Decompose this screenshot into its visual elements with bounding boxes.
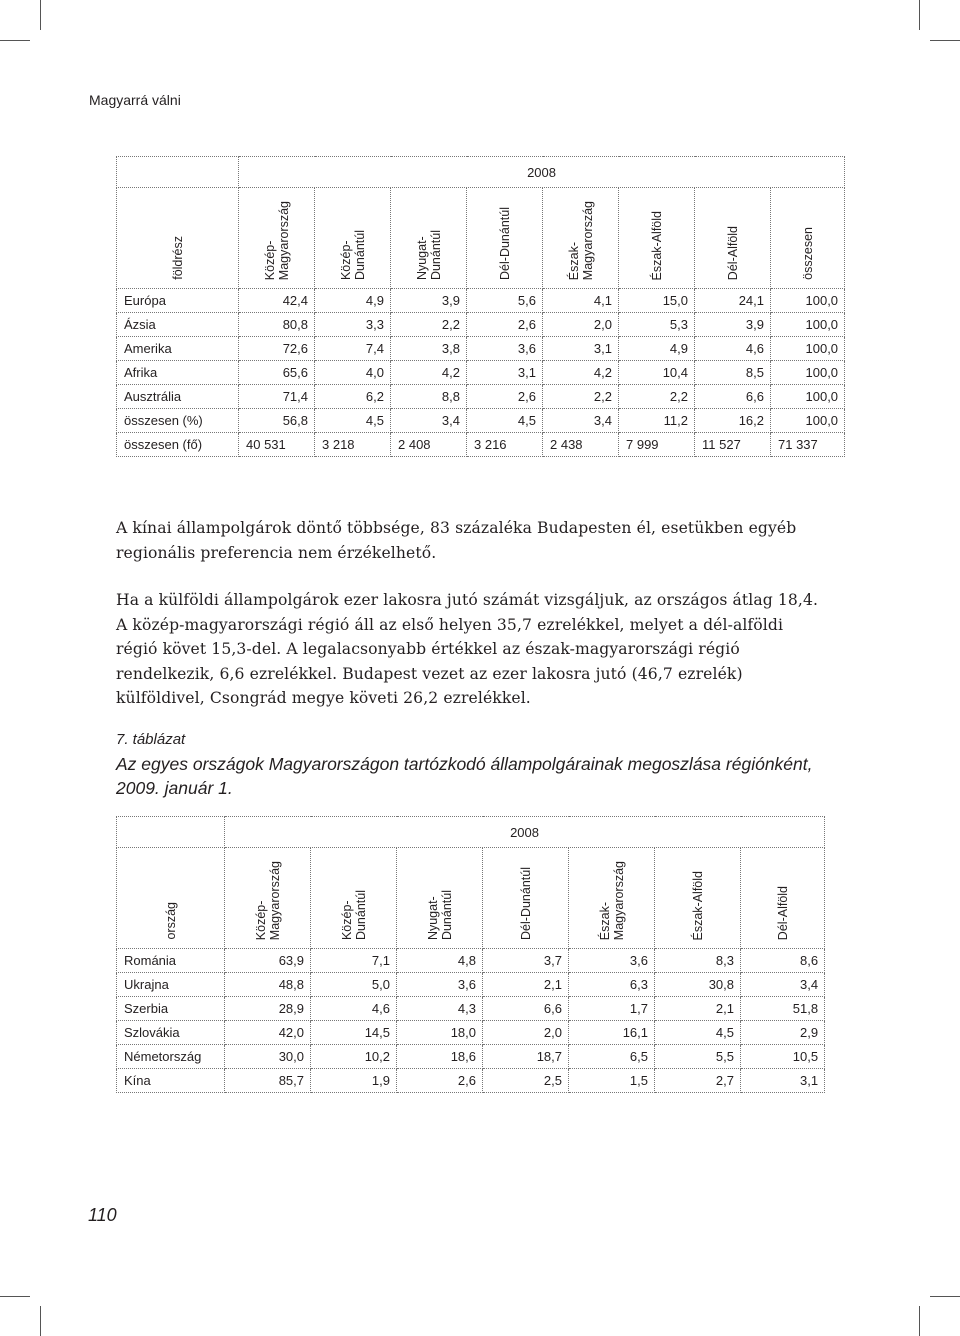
- table-cell: 10,5: [741, 1045, 825, 1069]
- table-cell: 1,5: [569, 1069, 655, 1093]
- table-cell: 42,0: [225, 1021, 311, 1045]
- column-header-label: Nyugat- Dunántúl: [425, 889, 454, 940]
- row-label: Ukrajna: [117, 973, 225, 997]
- table-cell: 48,8: [225, 973, 311, 997]
- row-label: összesen (%): [117, 409, 239, 433]
- column-header: [117, 188, 239, 289]
- column-header: [619, 188, 695, 289]
- row-label: Afrika: [117, 361, 239, 385]
- table-cell: 3,6: [397, 973, 483, 997]
- column-header-row: [117, 848, 825, 949]
- table-cell: 7,4: [315, 337, 391, 361]
- table-row: [117, 433, 845, 457]
- table-cell: 80,8: [239, 313, 315, 337]
- column-header: [695, 188, 771, 289]
- crop-mark: [0, 1296, 30, 1297]
- column-header-label: Közép- Magyarország: [253, 860, 282, 940]
- year-row: [117, 157, 845, 188]
- paragraph-chinese-citizens: A kínai állampolgárok döntő többsége, 83 százaléka Budapesten él, esetükben egyéb regionális preferencia nem érzékelhető.: [116, 519, 797, 562]
- table-cell: 15,0: [619, 289, 695, 313]
- column-header-label: Közép- Dunántúl: [339, 889, 368, 940]
- row-label: Románia: [117, 949, 225, 973]
- table-cell: 3,1: [467, 361, 543, 385]
- column-header-row: [117, 188, 845, 289]
- table-row: [117, 409, 845, 433]
- table-cell: 16,1: [569, 1021, 655, 1045]
- table-cell: 2,6: [467, 313, 543, 337]
- table-row: [117, 973, 825, 997]
- table-cell: 7,1: [311, 949, 397, 973]
- row-label: Szerbia: [117, 997, 225, 1021]
- table-cell: 3,9: [695, 313, 771, 337]
- column-header: [483, 848, 569, 949]
- table-cell: 28,9: [225, 997, 311, 1021]
- crop-mark: [930, 40, 960, 41]
- column-header-label: Észak- Magyarország: [597, 860, 626, 940]
- table-cell: 100,0: [771, 409, 845, 433]
- table-cell: 2,9: [741, 1021, 825, 1045]
- table-row: [117, 1069, 825, 1093]
- table-cell: 1,7: [569, 997, 655, 1021]
- crop-mark: [919, 0, 920, 30]
- table-cell: 56,8: [239, 409, 315, 433]
- table-cell: 5,0: [311, 973, 397, 997]
- column-header: [391, 188, 467, 289]
- table-row: [117, 997, 825, 1021]
- table-cell: 100,0: [771, 289, 845, 313]
- table-cell: 4,6: [695, 337, 771, 361]
- column-header-label: Közép- Magyarország: [262, 200, 291, 280]
- table-cell: 100,0: [771, 337, 845, 361]
- table-cell: 4,2: [543, 361, 619, 385]
- page-number: 110: [88, 1205, 117, 1225]
- crop-mark: [40, 0, 41, 30]
- column-header-label: Észak-Alföld: [690, 870, 705, 940]
- table-row: [117, 1021, 825, 1045]
- table-cell: 2,0: [543, 313, 619, 337]
- table-cell: 4,0: [315, 361, 391, 385]
- table-row: [117, 949, 825, 973]
- table-cell: 6,6: [695, 385, 771, 409]
- table-cell: 100,0: [771, 385, 845, 409]
- row-label: Ázsia: [117, 313, 239, 337]
- table-cell: 3 216: [467, 433, 543, 457]
- table-row: [117, 289, 845, 313]
- column-header-label: földrész: [170, 236, 185, 280]
- table-cell: 8,6: [741, 949, 825, 973]
- table-cell: 63,9: [225, 949, 311, 973]
- table-cell: 3,4: [543, 409, 619, 433]
- table-cell: 42,4: [239, 289, 315, 313]
- table-cell: 85,7: [225, 1069, 311, 1093]
- paragraph-per-thousand: Ha a külföldi állampolgárok ezer lakosra jutó számát vizsgáljuk, az országos átlag 18,4. A közép-magyarországi régió áll az első helyen 35,7 ezrelékkel, melyet a dél-alföldi régió követ 15,3-del. A legalacsonyabb értékkel az észak-magyarországi régió rendelkezik, 6,6 ezrelékkel. Budapest vezet az ezer lakosra jutó (46,7 ezrelék) külföldivel, Csongrád megye követi 26,2 ezrelékkel.: [116, 591, 819, 707]
- table-cell: 18,0: [397, 1021, 483, 1045]
- row-label: Németország: [117, 1045, 225, 1069]
- table-row: [117, 337, 845, 361]
- column-header: [397, 848, 483, 949]
- table-cell: 71,4: [239, 385, 315, 409]
- table-cell: 4,3: [397, 997, 483, 1021]
- table-cell: 5,6: [467, 289, 543, 313]
- column-header: [311, 848, 397, 949]
- crop-mark: [40, 1306, 41, 1336]
- table-cell: 24,1: [695, 289, 771, 313]
- table-cell: 2,1: [483, 973, 569, 997]
- row-label: Kína: [117, 1069, 225, 1093]
- column-header-label: Dél-Alföld: [725, 225, 740, 280]
- table-cell: 6,2: [315, 385, 391, 409]
- table-cell: 7 999: [619, 433, 695, 457]
- table-title: Az egyes országok Magyarországon tartózkodó állampolgárainak megoszlása régiónként, 2009. január 1.: [116, 754, 813, 798]
- table-row: [117, 313, 845, 337]
- table-cell: 6,6: [483, 997, 569, 1021]
- column-header-label: Észak- Magyarország: [566, 200, 595, 280]
- table-cell: 65,6: [239, 361, 315, 385]
- table-cell: 30,0: [225, 1045, 311, 1069]
- crop-mark: [919, 1306, 920, 1336]
- table-cell: 3 218: [315, 433, 391, 457]
- year-header: 2008: [239, 157, 845, 188]
- table-cell: 5,3: [619, 313, 695, 337]
- column-header: [543, 188, 619, 289]
- table-cell: 8,5: [695, 361, 771, 385]
- table-cell: 14,5: [311, 1021, 397, 1045]
- row-label: Ausztrália: [117, 385, 239, 409]
- column-header: [239, 188, 315, 289]
- table-cell: 2,0: [483, 1021, 569, 1045]
- table-cell: 51,8: [741, 997, 825, 1021]
- year-header: 2008: [225, 817, 825, 848]
- running-header: Magyarrá válni: [89, 92, 181, 108]
- row-label: Amerika: [117, 337, 239, 361]
- table-cell: 8,8: [391, 385, 467, 409]
- table-cell: 8,3: [655, 949, 741, 973]
- table-cell: 6,5: [569, 1045, 655, 1069]
- table-cell: 2,5: [483, 1069, 569, 1093]
- table-cell: 4,5: [315, 409, 391, 433]
- table-cell: 3,8: [391, 337, 467, 361]
- table-cell: 4,5: [655, 1021, 741, 1045]
- table-cell: 4,9: [619, 337, 695, 361]
- table-cell: 100,0: [771, 361, 845, 385]
- table-cell: 2,7: [655, 1069, 741, 1093]
- crop-mark: [0, 40, 30, 41]
- crop-mark: [930, 1296, 960, 1297]
- table-cell: 4,6: [311, 997, 397, 1021]
- table-cell: 3,1: [543, 337, 619, 361]
- column-header-label: Észak-Alföld: [649, 210, 664, 280]
- table-cell: 18,7: [483, 1045, 569, 1069]
- column-header: [655, 848, 741, 949]
- table-cell: 2 438: [543, 433, 619, 457]
- column-header-label: Dél-Dunántúl: [518, 867, 533, 940]
- table-cell: 6,3: [569, 973, 655, 997]
- row-label: Szlovákia: [117, 1021, 225, 1045]
- table-cell: 100,0: [771, 313, 845, 337]
- table-cell: 2,1: [655, 997, 741, 1021]
- column-header: [741, 848, 825, 949]
- table-cell: 3,7: [483, 949, 569, 973]
- table-cell: 4,5: [467, 409, 543, 433]
- column-header: [117, 848, 225, 949]
- column-header: [315, 188, 391, 289]
- table-cell: 3,4: [391, 409, 467, 433]
- row-label: Európa: [117, 289, 239, 313]
- year-row: [117, 817, 825, 848]
- table-cell: 10,4: [619, 361, 695, 385]
- region-table-countries: [116, 816, 825, 1093]
- table-cell: 40 531: [239, 433, 315, 457]
- column-header: [771, 188, 845, 289]
- table-cell: 2,6: [467, 385, 543, 409]
- table-cell: 2 408: [391, 433, 467, 457]
- table-cell: 30,8: [655, 973, 741, 997]
- table-cell: 16,2: [695, 409, 771, 433]
- column-header-label: Dél-Dunántúl: [497, 207, 512, 280]
- table-cell: 18,6: [397, 1045, 483, 1069]
- table-cell: 11 527: [695, 433, 771, 457]
- table-cell: 3,3: [315, 313, 391, 337]
- row-label: összesen (fő): [117, 433, 239, 457]
- region-table-continents: [116, 156, 845, 457]
- empty-corner: [117, 157, 239, 188]
- table-row: [117, 1045, 825, 1069]
- table-cell: 2,2: [391, 313, 467, 337]
- table-cell: 3,9: [391, 289, 467, 313]
- table-cell: 3,6: [467, 337, 543, 361]
- column-header-label: Nyugat- Dunántúl: [414, 229, 443, 280]
- column-header-label: Dél-Alföld: [775, 885, 790, 940]
- table-cell: 2,2: [619, 385, 695, 409]
- table-cell: 3,4: [741, 973, 825, 997]
- table-cell: 1,9: [311, 1069, 397, 1093]
- table-cell: 4,2: [391, 361, 467, 385]
- column-header-label: Közép- Dunántúl: [338, 229, 367, 280]
- table-cell: 2,2: [543, 385, 619, 409]
- table-row: [117, 361, 845, 385]
- column-header: [569, 848, 655, 949]
- table-row: [117, 385, 845, 409]
- empty-corner: [117, 817, 225, 848]
- column-header-label: összesen: [800, 227, 815, 280]
- table-cell: 10,2: [311, 1045, 397, 1069]
- table-cell: 4,8: [397, 949, 483, 973]
- table-cell: 3,1: [741, 1069, 825, 1093]
- column-header-label: ország: [163, 902, 178, 940]
- table-cell: 2,6: [397, 1069, 483, 1093]
- column-header: [225, 848, 311, 949]
- table-cell: 3,6: [569, 949, 655, 973]
- table-number: 7. táblázat: [116, 731, 186, 748]
- table-cell: 72,6: [239, 337, 315, 361]
- table-cell: 4,9: [315, 289, 391, 313]
- table-cell: 5,5: [655, 1045, 741, 1069]
- table-cell: 4,1: [543, 289, 619, 313]
- table-cell: 11,2: [619, 409, 695, 433]
- column-header: [467, 188, 543, 289]
- table-cell: 71 337: [771, 433, 845, 457]
